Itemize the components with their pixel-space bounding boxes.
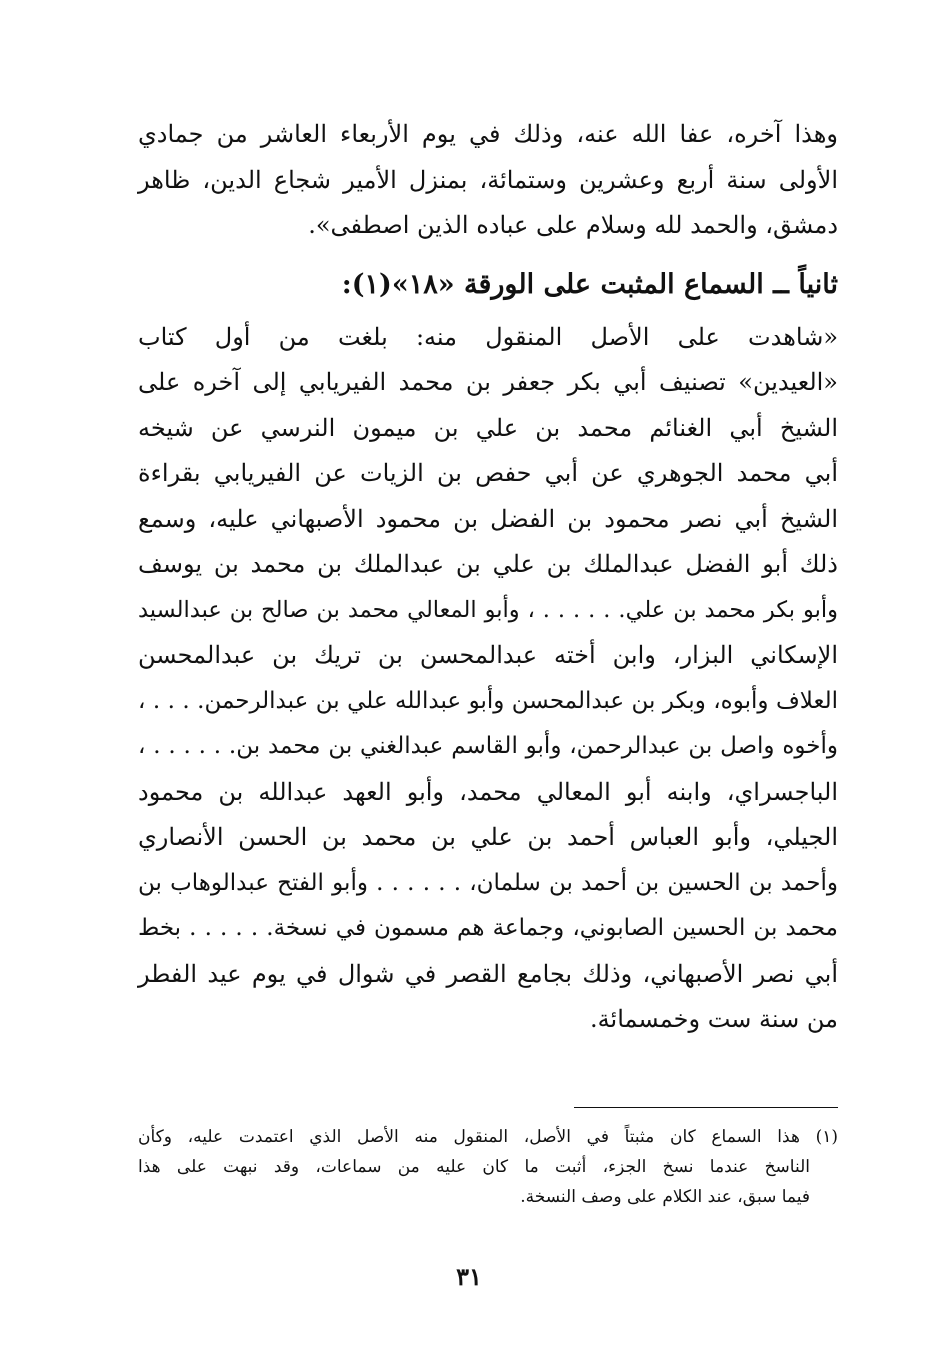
footnotes: [138, 1122, 838, 1212]
page-body: [138, 112, 838, 1043]
page-number: ٣١: [456, 1262, 482, 1291]
text-line: الإسكاني البزار، وابن أخته عبدالمحسن بن تريك بن عبدالمحسن: [138, 641, 838, 669]
text-line: الأولى سنة أربع وعشرين وستمائة، بمنزل الأمير شجاع الدين، ظاهر: [138, 165, 838, 194]
text-line: من سنة ست وخمسمائة.: [590, 1005, 838, 1033]
footnote-line: فيما سبق، عند الكلام على وصف النسخة.: [520, 1187, 810, 1207]
text-line: وهذا آخره، عفا الله عنه، وذلك في يوم الأربعاء العاشر من جمادي: [138, 120, 838, 148]
main-paragraph: [138, 315, 838, 1043]
text-line: وأحمد بن الحسين بن أحمد بن سلمان، . . . . . . وأبو الفتح عبدالوهاب بن: [138, 869, 838, 896]
text-line: العلاف وأبوه، وبكر بن عبدالمحسن وأبو عبدالله علي بن عبدالرحمن. . . . ،: [138, 687, 839, 714]
text-line: الباجسراي، وابنه أبو المعالي محمد، وأبو العهد عبدالله بن محمود: [138, 777, 838, 806]
text-line: محمد بن الحسين الصابوني، وجماعة هم مسمون في نسخة. . . . . . بخط: [138, 915, 838, 941]
text-line: أبي نصر الأصبهاني، وذلك بجامع القصر في شوال في يوم عيد الفطر: [138, 959, 838, 988]
text-line: الشيخ أبي نصر محمود بن الفضل بن محمود الأصبهاني عليه، وسمع: [138, 504, 838, 533]
text-line: الجيلي، وأبو العباس أحمد بن علي بن محمد بن الحسن الأنصاري: [138, 823, 838, 851]
intro-paragraph: [138, 112, 838, 249]
footnote-line: الناسخ عندما نسخ الجزء، أثبت ما كان عليه من سماعات، وقد نبهت على هذا: [138, 1157, 810, 1177]
text-line: أبي محمد الجوهري عن أبي حفص بن الزيات عن الفيريابي بقراءة: [138, 459, 838, 487]
text-line: «شاهدت على الأصل المنقول منه: بلغت من أول كتاب: [138, 322, 838, 351]
text-line: وأخوه واصل بن عبدالرحمن، وأبو القاسم عبدالغني بن محمد بن. . . . . . ،: [138, 733, 838, 759]
section-heading: ثانياً ــ السماع المثبت على الورقة «١٨»(١):: [341, 268, 838, 300]
text-line: الشيخ أبي الغنائم محمد بن علي بن ميمون النرسي عن شيخه: [138, 413, 838, 442]
text-line: دمشق، والحمد لله وسلام على عباده الذين اصطفى».: [308, 211, 838, 239]
text-line: ذلك أبو الفضل عبدالملك بن علي بن عبدالملك بن محمد بن يوسف: [138, 550, 838, 578]
text-line: وأبو بكر محمد بن علي. . . . . . ، وأبو المعالي محمد بن صالح بن عبدالسيد: [138, 596, 838, 623]
text-line: «العيدين» تصنيف أبي بكر جعفر بن محمد الفيريابي إلى آخره على: [138, 368, 838, 396]
footnote-separator: [574, 1107, 838, 1108]
footnote-line: (١) هذا السماع كان مثبتاً في الأصل، المنقول منه الأصل الذي اعتمدت عليه، وكأن: [138, 1127, 838, 1147]
